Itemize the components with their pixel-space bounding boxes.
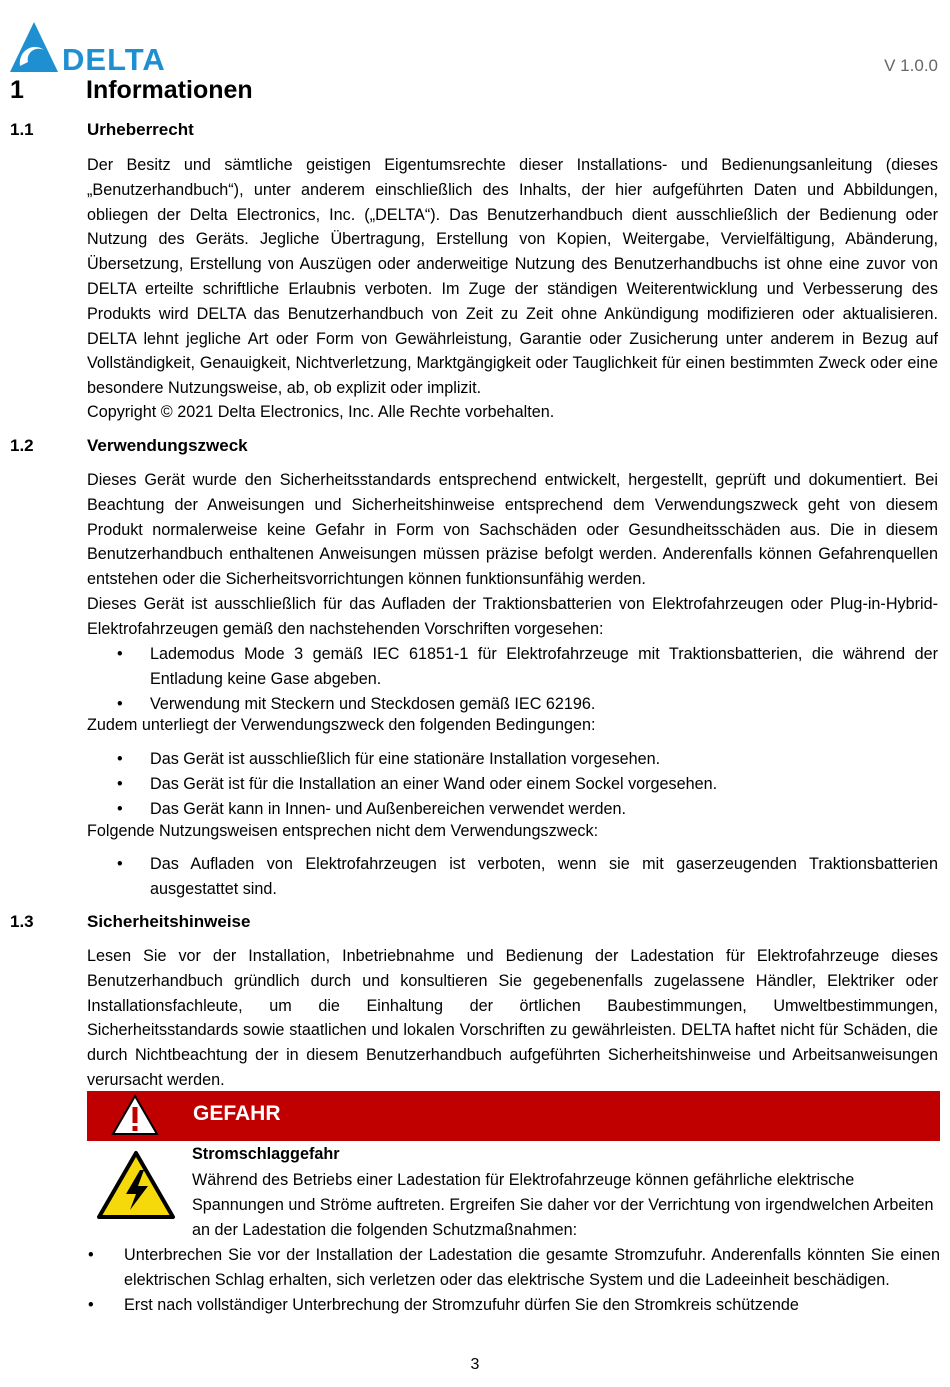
list-item: • Das Gerät ist für die Installation an einer Wand oder einem Sockel vorgesehen. xyxy=(87,772,938,797)
copyright-paragraph: Der Besitz und sämtliche geistigen Eigentumsrechte dieser Installations- und Bedienungsanleitung (dieses „Benutzerhandbuch“), unter anderem einschließlich des Inhalts, der hier aufgeführten Daten und Abbildungen, obliegen der Delta Electronics, Inc. („DELTA“). Das Benutzerhandbuch dient ausschließlich der Bedienung oder Nutzung des Geräts. Jegliche Übertragung, Erstellung von Kopien, Weitergabe, Vervielfältigung, Abänderung, Übersetzung, Erstellung von Auszügen oder anderweitige Nutzung des Benutzerhandbuchs ist ohne eine zuvor von DELTA erteilte schriftliche Erlaubnis verboten. Im Zuge der ständigen Weiterentwicklung und Verbesserung des Produkts wird DELTA das Benutzerhandbuch von Zeit zu Zeit ohne Ankündigung modifizieren oder aktualisieren. DELTA lehnt jegliche Art oder Form von Gewährleistung, Garantie oder Zusicherung unter anderem in Bezug auf Vollständigkeit, Genauigkeit, Nichtverletzung, Marktgängigkeit oder Tauglichkeit für einen bestimmten Zweck oder eine besondere Nutzungsweise, ab, ob explizit oder implizit. xyxy=(87,156,938,398)
section-title: Verwendungszweck xyxy=(87,436,248,455)
list-item: • Lademodus Mode 3 gemäß IEC 61851-1 für Elektrofahrzeuge mit Traktionsbatterien, die während der Entladung keine Gase abgeben. xyxy=(87,642,938,692)
purpose-paragraph-2: Dieses Gerät ist ausschließlich für das Aufladen der Traktionsbatterien von Elektrofahrzeugen oder Plug-in-Hybrid-Elektrofahrzeugen gemäß den nachstehenden Vorschriften vorgesehen: xyxy=(87,595,938,638)
electric-shock-warning-icon xyxy=(96,1150,176,1220)
danger-text: Während des Betriebs einer Ladestation für Elektrofahrzeuge können gefährliche elektrische Spannungen und Ströme auftreten. Ergreifen Sie daher vor der Verrichtung von irgendwelchen Arbeiten an der Ladestation die folgenden Schutzmaßnahmen: xyxy=(192,1171,934,1239)
logo-text: DELTA xyxy=(62,42,166,74)
misuse-list xyxy=(87,852,938,902)
list-item: • Das Aufladen von Elektrofahrzeugen ist verboten, wenn sie mit gaserzeugenden Traktionsbatterien ausgestattet sind. xyxy=(87,852,938,902)
delta-logo xyxy=(10,20,180,74)
warning-triangle-icon xyxy=(111,1094,159,1136)
section-number: 1 xyxy=(10,76,24,104)
copyright-notice: Copyright © 2021 Delta Electronics, Inc. Alle Rechte vorbehalten. xyxy=(87,403,555,421)
regulation-list xyxy=(87,642,938,716)
danger-heading: Stromschlaggefahr xyxy=(192,1145,340,1163)
list-item: • Erst nach vollständiger Unterbrechung der Stromzufuhr dürfen Sie den Stromkreis schützende xyxy=(60,1293,940,1318)
safety-paragraph: Lesen Sie vor der Installation, Inbetriebnahme und Bedienung der Ladestation für Elektrofahrzeuge dieses Benutzerhandbuch gründlich durch und konsultieren Sie gegebenenfalls zugelassene Händler, Elektriker oder Installationsfachleute, um die Einhaltung der örtlichen Baubestimmungen, Umweltbestimmungen, Sicherheitsstandards sowie staatlichen und lokalen Vorschriften zu gewährleisten. DELTA haftet nicht für Schäden, die durch Nichtbeachtung der in diesem Benutzerhandbuch aufgeführten Sicherheitshinweise und Arbeitsanweisungen verursacht werden. xyxy=(87,947,938,1089)
section-title: Informationen xyxy=(86,76,253,104)
section-1-2-heading xyxy=(10,436,248,456)
conditions-list xyxy=(87,747,938,821)
version-label: V 1.0.0 xyxy=(884,56,938,75)
list-item: • Das Gerät ist ausschließlich für eine stationäre Installation vorgesehen. xyxy=(87,747,938,772)
danger-banner xyxy=(87,1091,940,1141)
section-number: 1.1 xyxy=(10,120,34,139)
section-1-1-heading xyxy=(10,120,194,140)
page-number: 3 xyxy=(470,1356,480,1373)
list-item: • Unterbrechen Sie vor der Installation der Ladestation die gesamte Stromzufuhr. Anderenfalls könnten Sie einen elektrischen Schlag erhalten, sich verletzen oder das elektrische System und die Ladeeinheit beschädigen. xyxy=(60,1243,940,1293)
danger-measures-list xyxy=(60,1243,940,1317)
section-title: Sicherheitshinweise xyxy=(87,912,251,931)
danger-label: GEFAHR xyxy=(193,1102,281,1125)
section-number: 1.2 xyxy=(10,436,34,455)
purpose-paragraph-4: Folgende Nutzungsweisen entsprechen nicht dem Verwendungszweck: xyxy=(87,822,599,840)
list-item: • Das Gerät kann in Innen- und Außenbereichen verwendet werden. xyxy=(87,797,938,822)
purpose-paragraph-3: Zudem unterliegt der Verwendungszweck den folgenden Bedingungen: xyxy=(87,716,596,734)
section-title: Urheberrecht xyxy=(87,120,194,139)
section-1-heading xyxy=(10,76,253,105)
section-1-3-heading xyxy=(10,912,250,932)
section-number: 1.3 xyxy=(10,912,34,931)
list-item: • Verwendung mit Steckern und Steckdosen gemäß IEC 62196. xyxy=(87,692,938,717)
purpose-paragraph-1: Dieses Gerät wurde den Sicherheitsstandards entsprechend entwickelt, hergestellt, geprüft und dokumentiert. Bei Beachtung der Anweisungen und Sicherheitshinweise entsprechend dem Verwendungszweck geht von diesem Produkt normalerweise keine Gefahr in Form von Sachschäden oder Gesundheitsschäden aus. Die in diesem Benutzerhandbuch enthaltenen Anweisungen müssen präzise befolgt werden. Anderenfalls können Gefahrenquellen entstehen oder die Sicherheitsvorrichtungen können funktionsunfähig werden. xyxy=(87,471,938,589)
